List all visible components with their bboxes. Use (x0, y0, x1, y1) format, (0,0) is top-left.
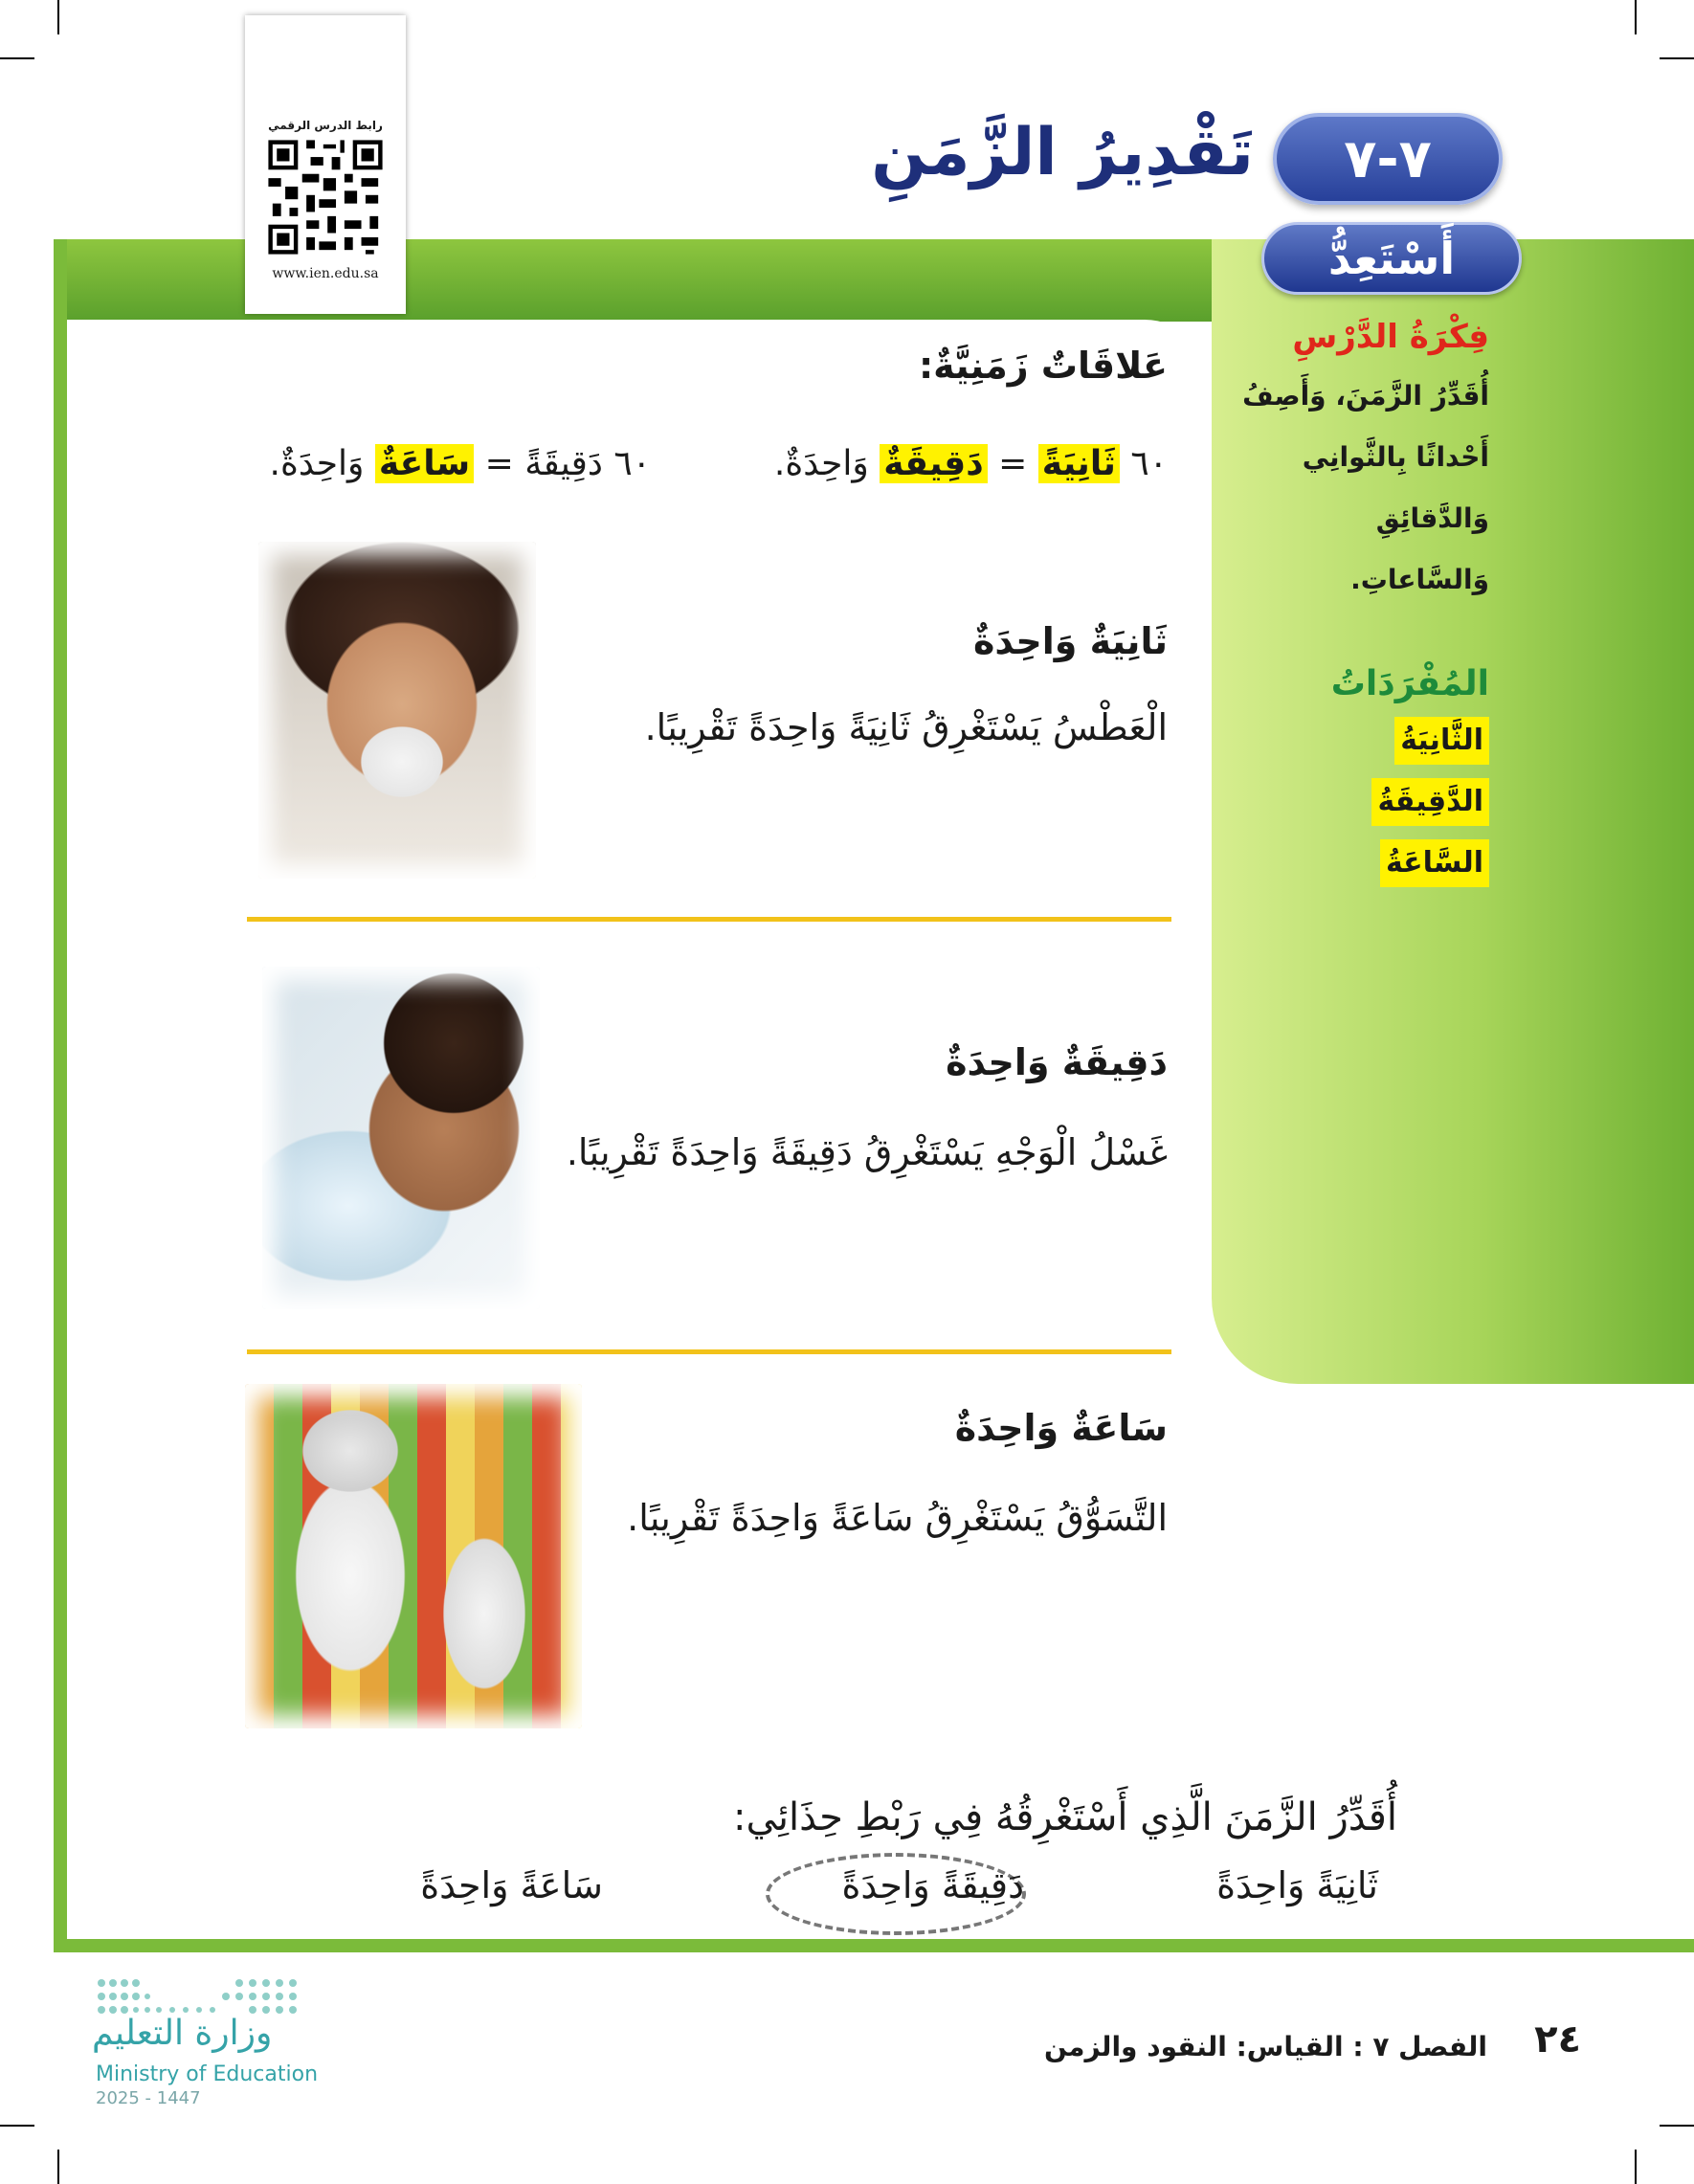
relation-seconds-minute (774, 444, 1168, 483)
lesson-idea-line: أَحْداثًا بِالثَّوانِي (1302, 441, 1489, 473)
relations-title: عَلاقَاتٌ زَمَنِيَّةٌ: (918, 345, 1168, 387)
vocab-title: المُفْرَدَاتُ (1330, 664, 1489, 703)
crop-mark (1635, 2150, 1637, 2184)
lesson-title: تَقْدِيرُ الزَّمَنِ (871, 115, 1254, 190)
relation-equals: = (998, 444, 1028, 483)
page-number: ٢٤ (1534, 2017, 1581, 2061)
lesson-idea-title: فِكْرَةُ الدَّرْسِ (1292, 318, 1489, 356)
vocab-item-minute: الدَّقِيقَةُ (1371, 778, 1489, 826)
example-text-second: الْعَطْسُ يَسْتَغْرِقُ ثَانِيَةً وَاحِدَةً تَقْرِيبًا. (644, 706, 1168, 748)
example-text-hour: التَّسَوُّقُ يَسْتَغْرِقُ سَاعَةً وَاحِدَةً تَقْرِيبًا. (627, 1497, 1168, 1539)
relation-result: دَقِيقَةٌ (880, 444, 987, 483)
example-title-hour: سَاعَةٌ وَاحِدَةٌ (954, 1407, 1168, 1449)
crop-mark (1635, 0, 1637, 34)
section-divider (247, 917, 1171, 922)
crop-mark (1660, 57, 1694, 59)
relation-unit: دَقِيقَةً (524, 444, 603, 483)
green-frame-left (54, 239, 67, 1952)
content-area-lower (1212, 1384, 1681, 1939)
relation-tail: وَاحِدَةٌ. (773, 444, 869, 483)
answer-option-hour[interactable]: سَاعَةً وَاحِدَةً (420, 1864, 603, 1906)
relation-number: ٦٠ (613, 444, 651, 483)
ready-badge: أَسْتَعِدُّ (1261, 222, 1522, 295)
answer-option-second[interactable]: ثَانِيَةً وَاحِدَةً (1216, 1864, 1378, 1906)
ministry-name-ar: وزارة التعليم (92, 2014, 273, 2053)
estimate-task-prompt: أُقَدِّرُ الزَّمَنَ الَّذِي أَسْتَغْرِقُهُ فِي رَبْطِ حِذَائِي: (733, 1795, 1397, 1839)
qr-url[interactable]: www.ien.edu.sa (272, 266, 379, 281)
lesson-idea-line: وَالدَّقائِقِ وَالسَّاعاتِ. (1350, 502, 1489, 595)
ministry-name-en: Ministry of Education (96, 2062, 319, 2086)
relation-result: سَاعَةٌ (375, 444, 474, 483)
example-title-minute: دَقِيقَةٌ وَاحِدَةٌ (946, 1041, 1168, 1083)
sidebar (1240, 318, 1489, 901)
relation-tail: وَاحِدَةٌ. (269, 444, 365, 483)
example-title-second: ثَانِيَةٌ وَاحِدَةٌ (972, 620, 1168, 662)
section-divider (247, 1349, 1171, 1354)
photo-boy-washing-face (262, 967, 540, 1309)
crop-mark (1660, 2125, 1694, 2127)
crop-mark (0, 2125, 34, 2127)
relation-equals: = (484, 444, 514, 483)
vocab-item-hour: السَّاعَةُ (1380, 839, 1489, 887)
lesson-idea-line: أُقَدِّرُ الزَّمَنَ، وَأَصِفُ (1242, 380, 1489, 412)
crop-mark (57, 0, 59, 34)
example-text-minute: غَسْلُ الْوَجْهِ يَسْتَغْرِقُ دَقِيقَةً وَاحِدَةً تَقْرِيبًا. (566, 1131, 1168, 1173)
relation-minutes-hour (270, 444, 651, 483)
photo-shopping (245, 1384, 582, 1728)
content-area (67, 320, 1212, 1939)
answer-option-minute[interactable]: دَقِيقَةً وَاحِدَةً (841, 1864, 1024, 1906)
photo-girl-sneezing (258, 542, 536, 879)
crop-mark (57, 2150, 59, 2184)
qr-card[interactable] (245, 15, 406, 314)
qr-code-icon[interactable] (264, 136, 387, 258)
lesson-number-badge: ٧-٧ (1273, 113, 1503, 205)
vocab-list (1240, 717, 1489, 901)
vocab-item-second: الثَّانِيَةُ (1394, 717, 1489, 765)
ministry-years: 2025 - 1447 (96, 2088, 201, 2108)
relation-unit: ثَانِيَةً (1038, 444, 1120, 483)
lesson-idea-text (1240, 366, 1489, 611)
qr-title: رابط الدرس الرقمي (268, 119, 383, 132)
crop-mark (0, 57, 34, 59)
green-frame-bottom (54, 1939, 1694, 1952)
footer-chapter: الفصل ٧ : القياس: النقود والزمن (1043, 2031, 1487, 2062)
relation-number: ٦٠ (1130, 444, 1168, 483)
